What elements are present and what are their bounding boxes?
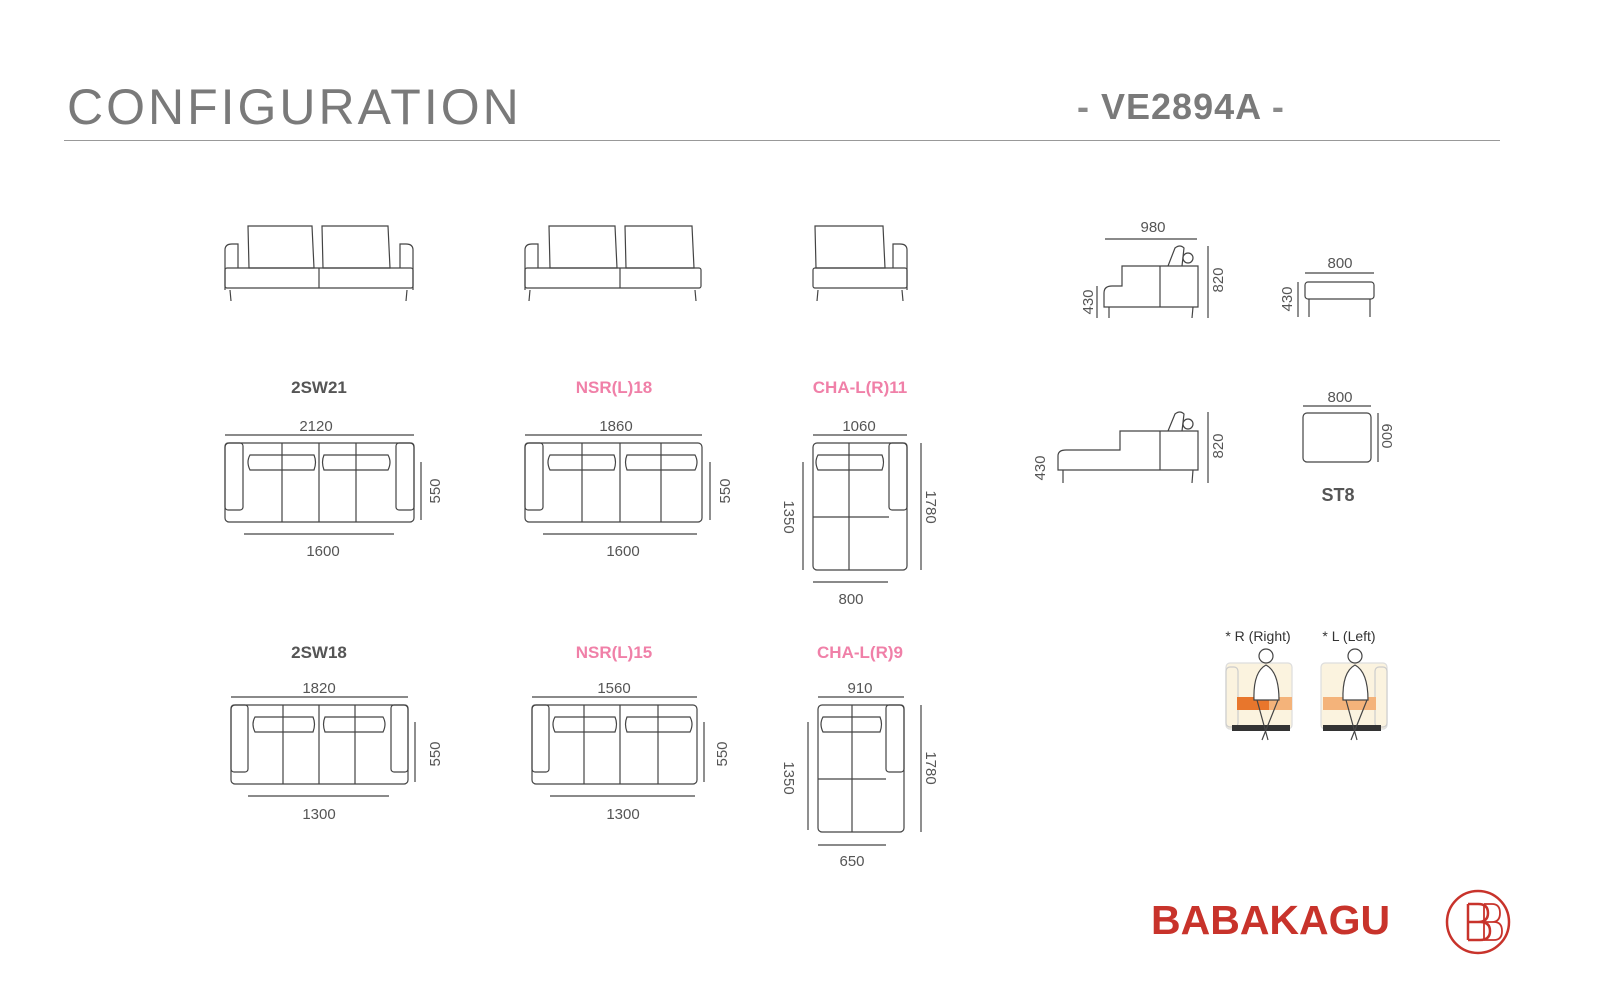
dim-side-sofa-width: 980 xyxy=(1140,219,1166,236)
stool-top-view xyxy=(1303,406,1378,462)
dim-side-chaise-seat-height: 430 xyxy=(1032,455,1049,481)
dim-cha11-seat-depth: 1350 xyxy=(780,500,797,534)
plan-2sw18 xyxy=(231,697,415,796)
plan-cha11 xyxy=(803,435,921,582)
dim-2sw18-depth: 550 xyxy=(427,741,444,767)
dim-cha9-seat-depth: 1350 xyxy=(780,761,797,795)
model-dash-right: - xyxy=(1271,86,1285,127)
orientation-right-label: * R (Right) xyxy=(1225,628,1291,644)
dim-2sw21-seat-width: 1600 xyxy=(306,543,340,560)
front-view-2sw21 xyxy=(225,226,413,301)
brand-wordmark: BABAKAGU xyxy=(1151,897,1391,943)
dim-nsr18-width: 1860 xyxy=(599,418,633,435)
dim-2sw21-width: 2120 xyxy=(299,418,333,435)
page-title: CONFIGURATION xyxy=(67,79,522,135)
plan-2sw21 xyxy=(225,435,421,534)
brand-logo-icon xyxy=(1447,891,1509,953)
plan-nsr18 xyxy=(525,435,710,534)
dim-stool-top-width: 800 xyxy=(1327,389,1353,406)
module-code-nsr18: NSR(L)18 xyxy=(575,378,653,397)
module-code-cha9: CHA-L(R)9 xyxy=(817,643,903,662)
dim-nsr15-depth: 550 xyxy=(714,741,731,767)
plan-nsr15 xyxy=(532,697,704,796)
model-dash-left: - xyxy=(1077,86,1090,127)
module-code-nsr15: NSR(L)15 xyxy=(575,643,653,662)
dim-cha11-width: 1060 xyxy=(842,418,876,435)
dim-nsr18-seat-width: 1600 xyxy=(606,543,640,560)
dim-nsr15-width: 1560 xyxy=(597,680,631,697)
dim-side-sofa-height: 820 xyxy=(1210,267,1227,293)
dim-stool-front-height: 430 xyxy=(1279,286,1296,312)
module-code-2sw18: 2SW18 xyxy=(291,643,347,662)
side-view-chaise xyxy=(1058,412,1208,483)
orientation-right-pictogram xyxy=(1226,649,1292,740)
model-code: VE2894A xyxy=(1101,86,1261,127)
module-code-2sw21: 2SW21 xyxy=(291,378,347,397)
dim-cha11-seat-width: 800 xyxy=(838,591,864,608)
stool-front-view xyxy=(1298,273,1374,317)
orientation-left-pictogram xyxy=(1321,649,1387,740)
dim-2sw18-seat-width: 1300 xyxy=(302,806,336,823)
dim-cha9-width: 910 xyxy=(847,680,873,697)
dim-cha9-depth: 1780 xyxy=(922,751,939,785)
dim-2sw18-width: 1820 xyxy=(302,680,336,697)
dim-stool-front-width: 800 xyxy=(1327,255,1353,272)
dim-2sw21-depth: 550 xyxy=(427,478,444,504)
plan-cha9 xyxy=(808,697,921,845)
dim-side-chaise-height: 820 xyxy=(1210,433,1227,459)
module-code-cha11: CHA-L(R)11 xyxy=(812,378,908,397)
dim-stool-top-depth: 600 xyxy=(1378,423,1395,449)
dim-cha11-depth: 1780 xyxy=(922,490,939,524)
stool-code: ST8 xyxy=(1321,485,1355,505)
orientation-left-label: * L (Left) xyxy=(1322,628,1376,644)
dim-side-sofa-seat-height: 430 xyxy=(1080,289,1097,315)
front-view-cha11 xyxy=(813,226,907,301)
side-view-sofa xyxy=(1097,239,1208,318)
dim-cha9-seat-width: 650 xyxy=(839,853,865,870)
front-view-nsr18 xyxy=(525,226,701,301)
dim-nsr18-depth: 550 xyxy=(717,478,734,504)
dim-nsr15-seat-width: 1300 xyxy=(606,806,640,823)
